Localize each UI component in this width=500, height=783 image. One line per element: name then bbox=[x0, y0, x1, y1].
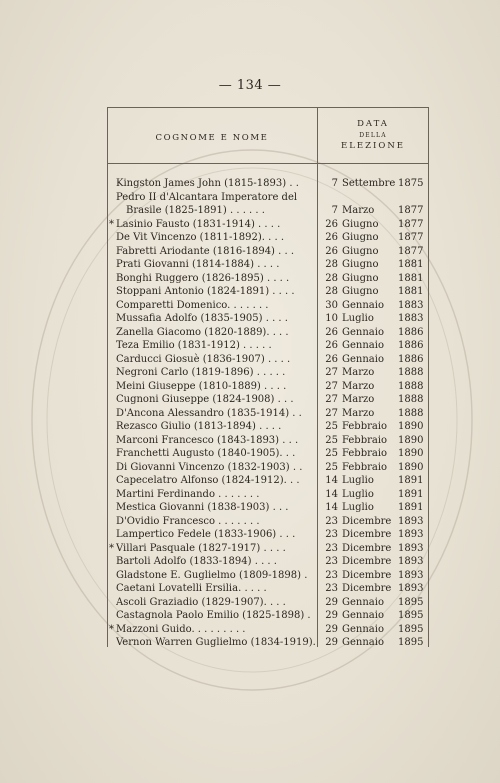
member-name: Lasinio Fausto (1831-1914) . . . . bbox=[116, 218, 281, 230]
table-row bbox=[116, 393, 428, 407]
election-year: 1888 bbox=[398, 407, 424, 419]
member-name: Carducci Giosuè (1836-1907) . . . . bbox=[116, 353, 291, 365]
election-month: Dicembre bbox=[342, 542, 392, 554]
table-row bbox=[116, 326, 428, 340]
election-year: 1886 bbox=[398, 326, 424, 338]
election-day: 29 bbox=[325, 596, 338, 608]
election-day: 26 bbox=[325, 340, 338, 351]
table-row bbox=[116, 353, 428, 367]
table-row bbox=[116, 555, 428, 569]
member-name: De Vit Vincenzo (1811-1892). . . . bbox=[116, 232, 284, 243]
election-day: 25 bbox=[325, 434, 338, 446]
asterisk-mark: * bbox=[109, 542, 114, 554]
member-name: Kingston James John (1815-1893) . . bbox=[116, 178, 299, 189]
table-row bbox=[116, 380, 428, 394]
election-day: 27 bbox=[325, 380, 338, 392]
election-year: 1881 bbox=[398, 259, 424, 270]
election-day: 23 bbox=[325, 542, 338, 554]
table-row bbox=[116, 312, 428, 326]
election-year: 1893 bbox=[398, 529, 424, 540]
election-year: 1895 bbox=[398, 623, 424, 635]
election-month: Marzo bbox=[342, 394, 375, 405]
election-year: 1888 bbox=[398, 367, 424, 378]
election-month: Luglio bbox=[342, 502, 374, 513]
table-row bbox=[109, 542, 428, 556]
table-row bbox=[116, 596, 428, 610]
election-day: 29 bbox=[325, 610, 338, 621]
member-name: Bonghi Ruggero (1826-1895) . . . . bbox=[116, 272, 290, 284]
election-year: 1877 bbox=[398, 245, 424, 257]
election-month: Marzo bbox=[342, 407, 375, 419]
election-day: 14 bbox=[325, 475, 338, 486]
election-month: Gennaio bbox=[342, 637, 384, 648]
table-row bbox=[116, 339, 428, 353]
member-name: Castagnola Paolo Emilio (1825-1898) . bbox=[116, 610, 311, 621]
election-year: 1893 bbox=[398, 542, 424, 554]
table-row bbox=[116, 501, 428, 515]
member-name: Fabretti Ariodante (1816-1894) . . . bbox=[116, 245, 295, 257]
page-number: — 134 — bbox=[218, 78, 282, 93]
election-day: 7 bbox=[331, 205, 338, 216]
election-year: 1891 bbox=[398, 488, 424, 500]
member-name: Comparetti Domenico. . . . . . . bbox=[116, 299, 269, 311]
member-name: Martini Ferdinando . . . . . . . bbox=[116, 488, 260, 500]
table-row bbox=[116, 582, 428, 596]
election-year: 1875 bbox=[398, 178, 424, 189]
election-month: Luglio bbox=[342, 475, 374, 486]
election-month: Gennaio bbox=[342, 610, 384, 621]
election-month: Febbraio bbox=[342, 434, 388, 446]
election-day: 27 bbox=[325, 367, 338, 378]
table-row bbox=[116, 204, 428, 218]
member-name: D'Ovidio Francesco . . . . . . . bbox=[116, 515, 260, 527]
election-month: Gennaio bbox=[342, 340, 384, 351]
election-day: 23 bbox=[325, 515, 338, 527]
election-year: 1881 bbox=[398, 272, 424, 284]
election-day: 29 bbox=[325, 623, 338, 635]
election-year: 1877 bbox=[398, 205, 424, 216]
election-month: Marzo bbox=[342, 380, 375, 392]
member-name: Meini Giuseppe (1810-1889) . . . . bbox=[116, 380, 287, 392]
table-row bbox=[109, 218, 428, 232]
table-right-rule bbox=[428, 107, 429, 647]
election-year: 1893 bbox=[398, 583, 424, 594]
table-row bbox=[116, 285, 428, 299]
table-row bbox=[116, 420, 428, 434]
election-day: 25 bbox=[325, 448, 338, 459]
member-name: Stoppani Antonio (1824-1891) . . . . bbox=[116, 286, 295, 297]
election-month: Febbraio bbox=[342, 421, 388, 432]
election-year: 1890 bbox=[398, 448, 424, 459]
election-year: 1888 bbox=[398, 394, 424, 405]
election-day: 23 bbox=[325, 556, 338, 567]
column-header-date-bottom: ELEZIONE bbox=[341, 141, 405, 151]
member-name: Marconi Francesco (1843-1893) . . . bbox=[116, 434, 299, 446]
election-day: 28 bbox=[325, 259, 338, 270]
election-year: 1891 bbox=[398, 502, 424, 513]
table-row bbox=[116, 272, 428, 286]
election-day: 25 bbox=[325, 461, 338, 473]
election-month: Gennaio bbox=[342, 623, 384, 635]
member-name: Brasile (1825-1891) . . . . . . bbox=[126, 205, 265, 216]
table-row bbox=[116, 447, 428, 461]
election-year: 1891 bbox=[398, 475, 424, 486]
table-row bbox=[116, 609, 428, 623]
election-year: 1893 bbox=[398, 569, 424, 581]
member-name: Cugnoni Giuseppe (1824-1908) . . . bbox=[116, 394, 294, 405]
election-day: 10 bbox=[325, 313, 338, 324]
member-name: Negroni Carlo (1819-1896) . . . . . bbox=[116, 367, 286, 378]
election-month: Dicembre bbox=[342, 583, 392, 594]
election-month: Febbraio bbox=[342, 448, 388, 459]
election-month: Gennaio bbox=[342, 596, 384, 608]
election-day: 26 bbox=[325, 245, 338, 257]
asterisk-mark: * bbox=[109, 218, 114, 230]
member-name: Vernon Warren Guglielmo (1834-1919). bbox=[116, 637, 316, 648]
table-row bbox=[116, 407, 428, 421]
election-month: Dicembre bbox=[342, 529, 392, 540]
member-name: Rezasco Giulio (1813-1894) . . . . bbox=[116, 421, 282, 432]
election-day: 23 bbox=[325, 569, 338, 581]
member-name: Caetani Lovatelli Ersilia. . . . . bbox=[116, 583, 267, 594]
election-year: 1883 bbox=[398, 299, 424, 311]
member-name: Di Giovanni Vincenzo (1832-1903) . . bbox=[116, 461, 303, 473]
member-name: Lampertico Fedele (1833-1906) . . . bbox=[116, 529, 296, 540]
election-day: 26 bbox=[325, 232, 338, 243]
table-row bbox=[116, 191, 428, 205]
column-header-date bbox=[319, 119, 427, 152]
member-name: D'Ancona Alessandro (1835-1914) . . bbox=[116, 407, 302, 419]
election-day: 29 bbox=[325, 637, 338, 648]
table-row bbox=[116, 258, 428, 272]
election-year: 1893 bbox=[398, 556, 424, 567]
table-row bbox=[116, 231, 428, 245]
member-name: Franchetti Augusto (1840-1905). . . bbox=[116, 448, 296, 459]
election-day: 27 bbox=[325, 407, 338, 419]
election-month: Marzo bbox=[342, 205, 375, 216]
member-name: Bartoli Adolfo (1833-1894) . . . . bbox=[116, 556, 277, 567]
election-year: 1881 bbox=[398, 286, 424, 297]
asterisk-mark: * bbox=[109, 623, 114, 635]
column-header-date-top: DATA bbox=[357, 119, 389, 129]
member-name: Prati Giovanni (1814-1884) . . . . bbox=[116, 259, 280, 270]
election-month: Febbraio bbox=[342, 461, 388, 473]
election-year: 1890 bbox=[398, 434, 424, 446]
member-name: Capecelatro Alfonso (1824-1912). . . bbox=[116, 475, 300, 486]
column-header-date-mid: DELLA bbox=[359, 132, 387, 139]
election-year: 1890 bbox=[398, 461, 424, 473]
election-month: Giugno bbox=[342, 232, 379, 243]
member-name: Gladstone E. Guglielmo (1809-1898) . bbox=[116, 569, 308, 581]
table-row bbox=[116, 515, 428, 529]
member-name: Mazzoni Guido. . . . . . . . . bbox=[116, 623, 246, 635]
member-name: Teza Emilio (1831-1912) . . . . . bbox=[116, 340, 272, 351]
election-month: Giugno bbox=[342, 272, 379, 284]
table-row bbox=[116, 528, 428, 542]
election-day: 30 bbox=[325, 299, 338, 311]
table-left-rule bbox=[107, 107, 108, 647]
election-month: Luglio bbox=[342, 313, 374, 324]
member-name: Villari Pasquale (1827-1917) . . . . bbox=[116, 542, 286, 554]
election-year: 1890 bbox=[398, 421, 424, 432]
election-day: 28 bbox=[325, 272, 338, 284]
election-day: 28 bbox=[325, 286, 338, 297]
election-day: 27 bbox=[325, 394, 338, 405]
election-month: Dicembre bbox=[342, 569, 392, 581]
table-row bbox=[116, 177, 428, 191]
table-row bbox=[116, 366, 428, 380]
election-day: 14 bbox=[325, 488, 338, 500]
table-row bbox=[116, 569, 428, 583]
election-day: 26 bbox=[325, 326, 338, 338]
table-row bbox=[116, 461, 428, 475]
election-year: 1888 bbox=[398, 380, 424, 392]
election-month: Giugno bbox=[342, 286, 379, 297]
election-year: 1895 bbox=[398, 610, 424, 621]
election-year: 1893 bbox=[398, 515, 424, 527]
table-row bbox=[116, 488, 428, 502]
table-body bbox=[109, 177, 428, 650]
column-header-name: COGNOME E NOME bbox=[155, 133, 269, 143]
election-year: 1895 bbox=[398, 637, 424, 648]
election-day: 26 bbox=[325, 353, 338, 365]
election-month: Luglio bbox=[342, 488, 374, 500]
election-day: 23 bbox=[325, 583, 338, 594]
member-name: Ascoli Graziadio (1829-1907). . . . bbox=[116, 596, 286, 608]
table-row bbox=[109, 623, 428, 637]
election-month: Giugno bbox=[342, 259, 379, 270]
election-day: 26 bbox=[325, 218, 338, 230]
table-row bbox=[116, 245, 428, 259]
election-year: 1877 bbox=[398, 232, 424, 243]
member-name: Pedro II d'Alcantara Imperatore del bbox=[116, 191, 298, 203]
table-row bbox=[116, 434, 428, 448]
table-top-rule bbox=[107, 107, 429, 108]
election-day: 25 bbox=[325, 421, 338, 432]
election-month: Gennaio bbox=[342, 353, 384, 365]
election-month: Dicembre bbox=[342, 556, 392, 567]
election-year: 1883 bbox=[398, 313, 424, 324]
table-row bbox=[116, 299, 428, 313]
election-month: Dicembre bbox=[342, 515, 392, 527]
table-header-rule bbox=[107, 163, 429, 164]
election-year: 1886 bbox=[398, 340, 424, 351]
member-name: Zanella Giacomo (1820-1889). . . . bbox=[116, 326, 289, 338]
member-name: Mestica Giovanni (1838-1903) . . . bbox=[116, 502, 289, 513]
table-row bbox=[116, 636, 428, 650]
election-month: Giugno bbox=[342, 245, 379, 257]
election-year: 1877 bbox=[398, 218, 424, 230]
election-day: 23 bbox=[325, 529, 338, 540]
election-day: 7 bbox=[331, 178, 338, 189]
election-month: Gennaio bbox=[342, 326, 384, 338]
election-year: 1895 bbox=[398, 596, 424, 608]
election-month: Giugno bbox=[342, 218, 379, 230]
election-day: 14 bbox=[325, 502, 338, 513]
election-month: Gennaio bbox=[342, 299, 384, 311]
election-month: Settembre bbox=[342, 178, 396, 189]
election-year: 1886 bbox=[398, 353, 424, 365]
member-name: Mussafia Adolfo (1835-1905) . . . . bbox=[116, 313, 288, 324]
table-row bbox=[116, 474, 428, 488]
election-month: Marzo bbox=[342, 367, 375, 378]
